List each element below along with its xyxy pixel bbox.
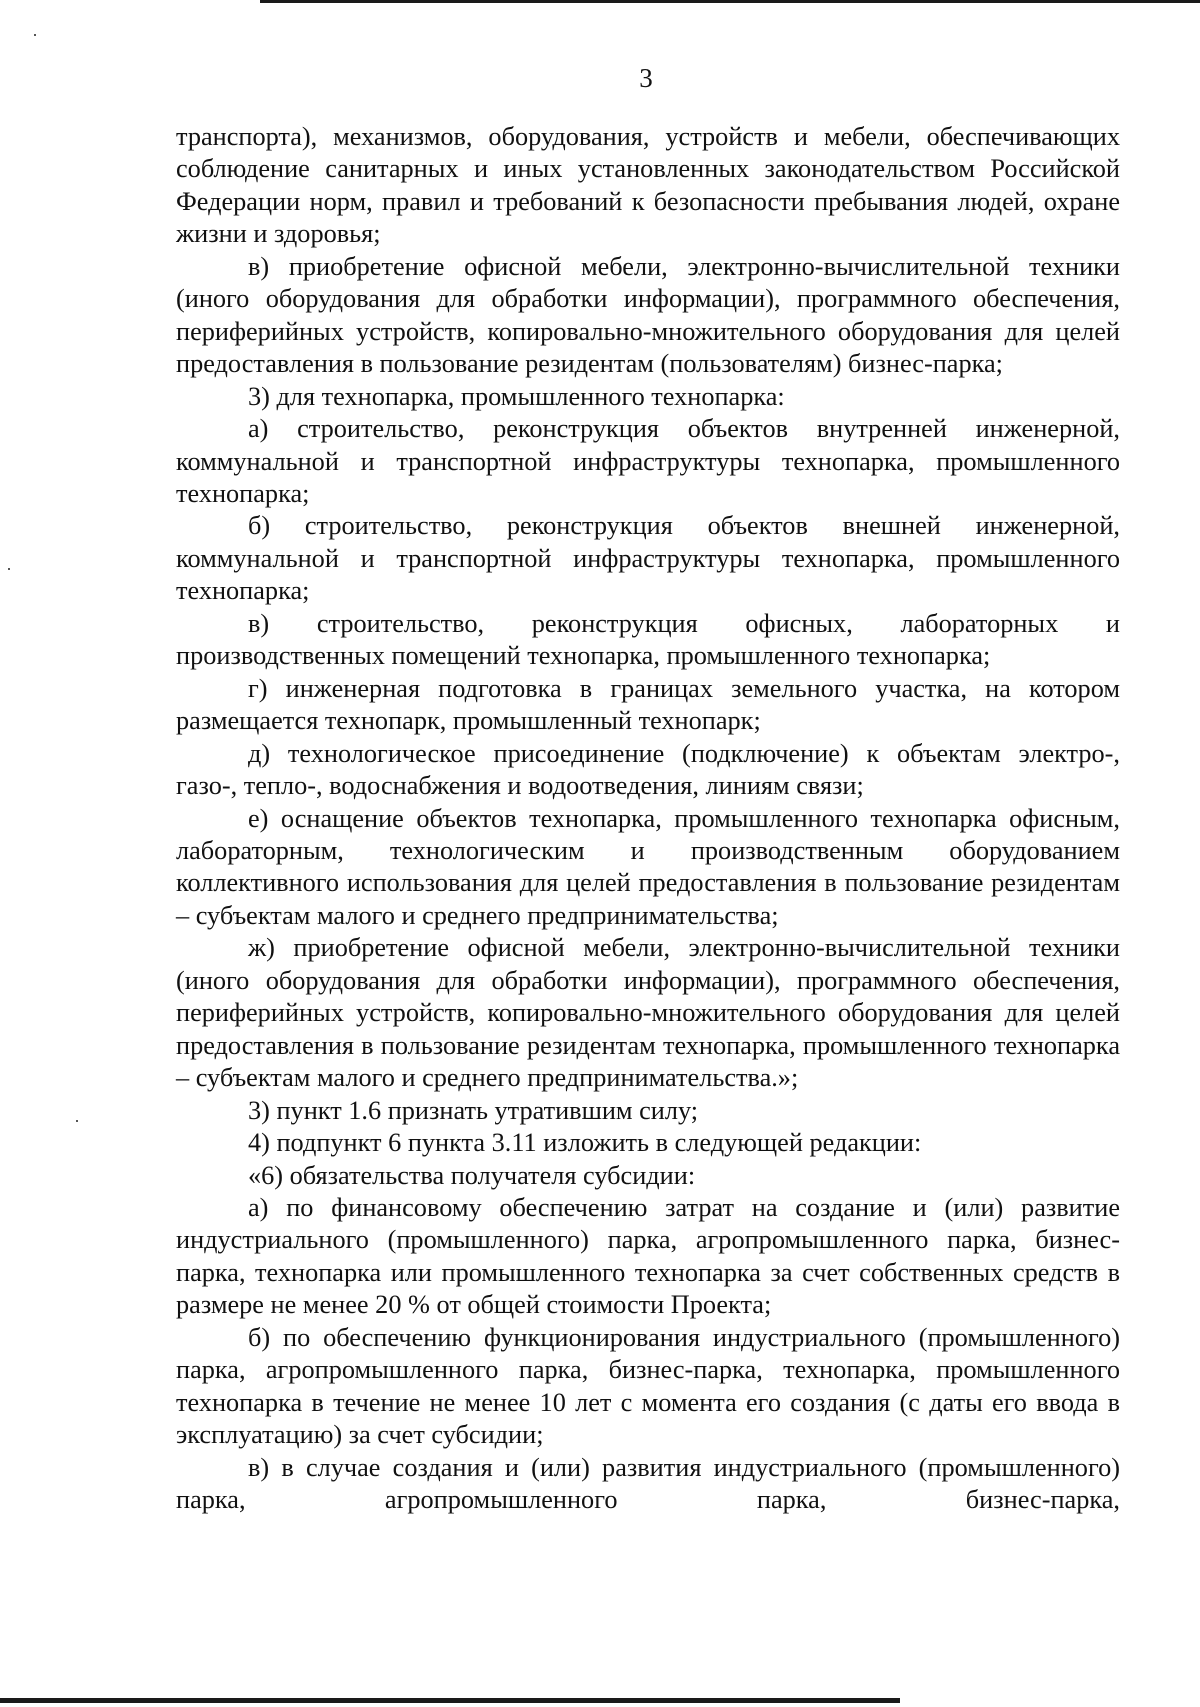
- paragraph: ж) приобретение офисной мебели, электронно-вычислительной техники (иного оборудования для обработки информации), программного обеспечения, периферийных устройств, копировально-множительного оборудования для целей предоставления в пользование резидентам технопарка, промышленного технопарка – субъектам малого и среднего предпринимательства.»;: [176, 933, 1120, 1093]
- paragraph: «6) обязательства получателя субсидии:: [248, 1160, 696, 1190]
- scan-edge-bottom: [0, 1698, 900, 1703]
- paragraph: д) технологическое присоединение (подключение) к объектам электро-, газо-, тепло-, водоснабжения и водоотведения, линиям связи;: [176, 738, 1120, 801]
- paragraph: 3) пункт 1.6 признать утратившим силу;: [248, 1095, 699, 1125]
- document-body: [176, 121, 1120, 1516]
- paragraph: б) по обеспечению функционирования индустриального (промышленного) парка, агропромышленного парка, бизнес-парка, технопарка, промышленного технопарка в течение не менее 10 лет с момента его создания (с даты его ввода в эксплуатацию) за счет субсидии;: [176, 1322, 1120, 1450]
- paragraph: а) строительство, реконструкция объектов внутренней инженерной, коммунальной и транспортной инфраструктуры технопарка, промышленного технопарка;: [176, 414, 1120, 508]
- scan-speck: [34, 34, 36, 36]
- paragraph: а) по финансовому обеспечению затрат на создание и (или) развитие индустриального (промышленного) парка, агропромышленного парка, бизнес-парка, технопарка или промышленного технопарка за счет собственных средств в размере не менее 20 % от общей стоимости Проекта;: [176, 1192, 1120, 1320]
- paragraph: б) строительство, реконструкция объектов внешней инженерной, коммунальной и транспортной инфраструктуры технопарка, промышленного технопарка;: [176, 511, 1120, 606]
- paragraph: 4) подпункт 6 пункта 3.11 изложить в следующей редакции:: [248, 1128, 922, 1158]
- paragraph: 3) для технопарка, промышленного технопарка:: [248, 381, 785, 411]
- page-number: 3: [639, 63, 653, 93]
- paragraph: транспорта), механизмов, оборудования, устройств и мебели, обеспечивающих соблюдение санитарных и иных установленных законодательством Российской Федерации норм, правил и требований к безопасности пребывания людей, охране жизни и здоровья;: [176, 122, 1120, 249]
- paragraph: в) строительство, реконструкция офисных, лабораторных и производственных помещений технопарка, промышленного технопарка;: [176, 608, 1120, 671]
- scan-edge-top: [260, 0, 1200, 3]
- paragraph: в) приобретение офисной мебели, электронно-вычислительной техники (иного оборудования для обработки информации), программного обеспечения, периферийных устройств, копировально-множительного оборудования для целей предоставления в пользование резидентам (пользователям) бизнес-парка;: [176, 251, 1120, 379]
- paragraph: е) оснащение объектов технопарка, промышленного технопарка офисным, лабораторным, технологическим и производственным оборудованием коллективного использования для целей предоставления в пользование резидентам – субъектам малого и среднего предпринимательства;: [176, 803, 1120, 930]
- scan-speck: [76, 1120, 78, 1122]
- scan-speck: [8, 568, 10, 570]
- paragraph: в) в случае создания и (или) развития индустриального (промышленного) парка, агропромышленного парка, бизнес-парка,: [176, 1452, 1120, 1515]
- paragraph: г) инженерная подготовка в границах земельного участка, на котором размещается технопарк, промышленный технопарк;: [176, 673, 1120, 736]
